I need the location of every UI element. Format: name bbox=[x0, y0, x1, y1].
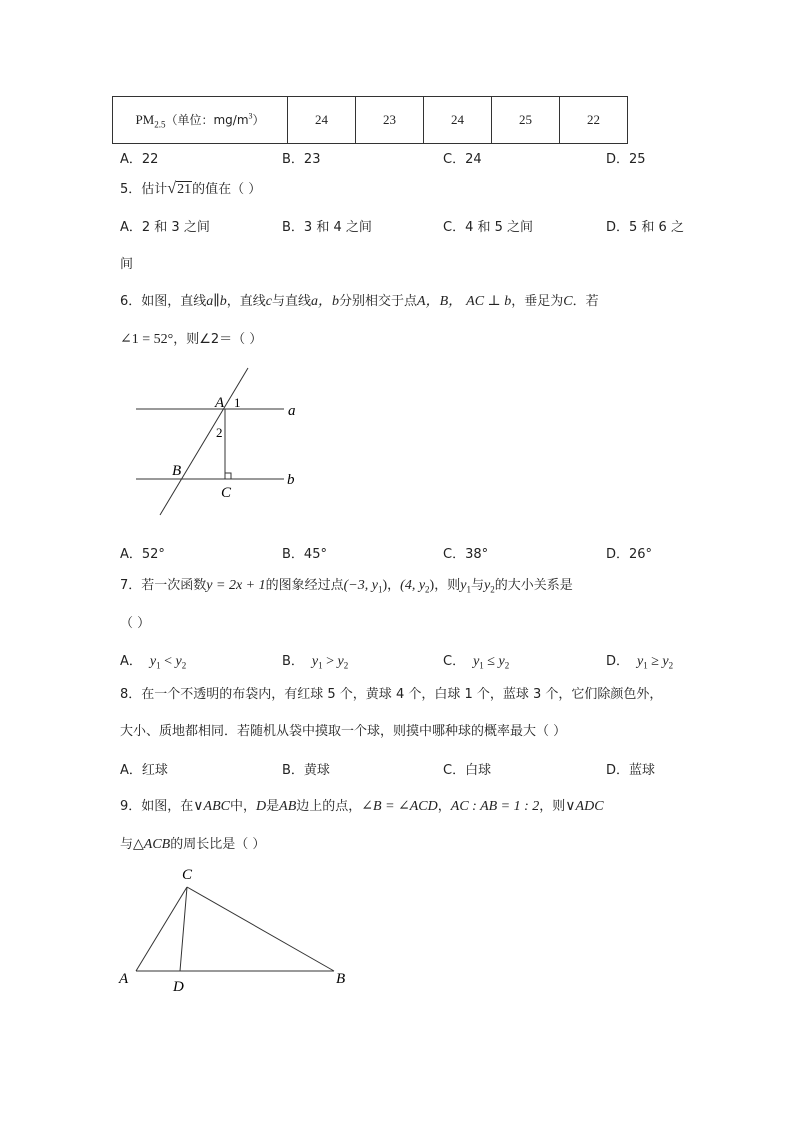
q9-text: 中， bbox=[230, 799, 257, 814]
label-b: b bbox=[287, 472, 295, 488]
q7-sep: ， bbox=[387, 578, 401, 593]
q7-option-a[interactable] bbox=[120, 650, 186, 671]
q8-option-a[interactable]: A．红球 bbox=[120, 763, 168, 778]
q8-option-c[interactable]: C．白球 bbox=[443, 763, 492, 778]
option-sub: 2 bbox=[504, 660, 510, 671]
q7-option-c[interactable] bbox=[443, 650, 509, 671]
q7-y1-sub: 1 bbox=[466, 584, 471, 595]
pm-sup: 3 bbox=[248, 111, 253, 121]
q5-text-before: 估计 bbox=[141, 182, 168, 197]
q7-question bbox=[120, 574, 573, 595]
pm-close: ） bbox=[252, 112, 265, 127]
q6-option-c[interactable]: C．38° bbox=[443, 547, 489, 562]
q5-option-a[interactable]: A．2 和 3 之间 bbox=[120, 220, 210, 235]
q6-points: A，B， bbox=[417, 294, 463, 309]
q7-text: ，则 bbox=[434, 578, 461, 593]
q4-option-c[interactable]: C．24 bbox=[443, 152, 482, 167]
label-B: B bbox=[336, 971, 346, 987]
q9-number: 9． bbox=[120, 799, 142, 814]
label-a: a bbox=[288, 403, 296, 419]
q7-option-d[interactable] bbox=[606, 650, 673, 671]
q7-point2: (4, y bbox=[400, 578, 426, 593]
option-sub: 1 bbox=[643, 660, 648, 671]
table-header-cell bbox=[113, 97, 288, 144]
option-op: > bbox=[322, 654, 338, 669]
sqrt-icon: √ bbox=[167, 180, 177, 197]
option-label: A． bbox=[120, 654, 142, 669]
q6-option-b[interactable]: B．45° bbox=[282, 547, 327, 562]
table-cell: 24 bbox=[288, 97, 356, 144]
q6-option-d[interactable]: D．26° bbox=[606, 547, 653, 562]
q6-parallel: a∥b bbox=[206, 294, 227, 309]
label-A: A bbox=[215, 395, 225, 411]
q9-angle: ∠B = ∠ACD bbox=[361, 799, 438, 814]
q6-text: 与直线 bbox=[272, 294, 312, 309]
q5-text-after: 的值在（ ） bbox=[192, 182, 262, 197]
q7-text: 与 bbox=[470, 578, 484, 593]
q7-text: 若一次函数 bbox=[141, 578, 207, 593]
q7-paren: （ ） bbox=[120, 616, 151, 631]
q5-option-d-wrap: 间 bbox=[120, 257, 134, 272]
q9-text: 的周长比是（ ） bbox=[170, 837, 266, 852]
q6-perp: AC ⊥ b bbox=[466, 294, 512, 309]
q9-text: ，则 bbox=[539, 799, 566, 814]
option-sub: 2 bbox=[181, 660, 187, 671]
label-C: C bbox=[182, 867, 193, 883]
q9-triangle-abc: ∨ABC bbox=[193, 799, 230, 814]
q9-triangle-acb: △ACB bbox=[133, 837, 171, 852]
q7-point1-close: ) bbox=[382, 578, 388, 593]
option-y: y bbox=[175, 654, 182, 669]
label-D: D bbox=[173, 979, 184, 995]
q5-radicand: 21 bbox=[177, 182, 192, 197]
q8-question-line1: 8．在一个不透明的布袋内，有红球 5 个，黄球 4 个，白球 1 个，蓝球 3 个，它们除颜色外， bbox=[120, 687, 663, 702]
q6-text: 如图，直线 bbox=[141, 294, 207, 309]
right-angle-mark bbox=[225, 473, 231, 479]
table-cell: 22 bbox=[560, 97, 628, 144]
option-sub: 2 bbox=[343, 660, 349, 671]
q9-text: 是 bbox=[266, 799, 280, 814]
q7-y2: y bbox=[483, 578, 491, 593]
q9-figure bbox=[110, 862, 360, 997]
q6-var-c: c bbox=[265, 294, 272, 309]
option-y: y bbox=[498, 654, 505, 669]
q7-point1-sub: 1 bbox=[377, 584, 383, 595]
option-label: C． bbox=[443, 654, 466, 669]
q9-question-line2 bbox=[120, 833, 265, 853]
q7-number: 7． bbox=[120, 578, 142, 593]
q9-question-line1 bbox=[120, 795, 604, 815]
option-op: < bbox=[160, 654, 176, 669]
option-y: y bbox=[337, 654, 344, 669]
q9-var-d: D bbox=[256, 799, 267, 814]
option-op: ≥ bbox=[647, 654, 663, 669]
q6-text: ，垂足为 bbox=[511, 294, 564, 309]
q6-var-C: C bbox=[563, 294, 573, 309]
q9-text: 如图，在 bbox=[141, 799, 194, 814]
pm-label: PM bbox=[135, 111, 155, 127]
segment-cd bbox=[180, 887, 187, 971]
q9-text: 与 bbox=[120, 837, 134, 852]
q6-angle: ∠1 = 52° bbox=[120, 332, 174, 347]
q7-y2-sub: 2 bbox=[490, 584, 495, 595]
q7-point1: (−3, y bbox=[343, 578, 378, 593]
q4-option-b[interactable]: B．23 bbox=[282, 152, 321, 167]
q5-number: 5． bbox=[120, 182, 142, 197]
segment-cb bbox=[187, 887, 334, 971]
label-1: 1 bbox=[234, 395, 241, 410]
q4-option-d[interactable]: D．25 bbox=[606, 152, 646, 167]
q8-question-line2: 大小、质地都相同．若随机从袋中摸取一个球，则摸中哪种球的概率最大（ ） bbox=[120, 724, 567, 739]
q4-option-a[interactable]: A．22 bbox=[120, 152, 159, 167]
q9-triangle-adc: ∨ADC bbox=[565, 799, 604, 814]
q9-var-ab: AB bbox=[279, 799, 297, 814]
q9-text: 边上的点， bbox=[296, 799, 362, 814]
label-B: B bbox=[172, 463, 182, 479]
line-c bbox=[160, 368, 248, 515]
q7-y1: y bbox=[460, 578, 467, 593]
q5-question bbox=[120, 178, 261, 198]
label-2: 2 bbox=[216, 425, 223, 440]
q6-option-a[interactable]: A．52° bbox=[120, 547, 165, 562]
table-cell: 23 bbox=[356, 97, 424, 144]
q6-text: 分别相交于点 bbox=[339, 294, 418, 309]
option-y: y bbox=[662, 654, 669, 669]
q8-option-d[interactable]: D．蓝球 bbox=[606, 763, 656, 778]
option-sub: 2 bbox=[668, 660, 674, 671]
option-y: y bbox=[311, 654, 319, 669]
q5-option-b[interactable]: B．3 和 4 之间 bbox=[282, 220, 372, 235]
q6-text: ．若 bbox=[572, 294, 599, 309]
q6-var-ab: a，b bbox=[311, 294, 340, 309]
q6-text: ，直线 bbox=[226, 294, 266, 309]
q6-number: 6． bbox=[120, 294, 142, 309]
q6-question-line2 bbox=[120, 328, 262, 348]
q8-option-b[interactable]: B．黄球 bbox=[282, 763, 330, 778]
q6-figure bbox=[120, 360, 320, 530]
option-op: ≤ bbox=[483, 654, 499, 669]
segment-ac bbox=[136, 887, 187, 971]
table-row bbox=[113, 97, 628, 144]
q7-option-b[interactable] bbox=[282, 650, 348, 671]
q5-option-c[interactable]: C．4 和 5 之间 bbox=[443, 220, 534, 235]
option-sub: 1 bbox=[479, 660, 484, 671]
q7-point2-close: ) bbox=[429, 578, 435, 593]
option-y: y bbox=[637, 654, 644, 669]
pm-sub: 2.5 bbox=[154, 119, 166, 130]
option-label: B． bbox=[282, 654, 304, 669]
pm25-table bbox=[112, 96, 628, 144]
table-cell: 24 bbox=[424, 97, 492, 144]
q7-function: y = 2x + 1 bbox=[206, 578, 266, 593]
table-cell: 25 bbox=[492, 97, 560, 144]
q6-text: ，则∠2＝（ ） bbox=[173, 332, 263, 347]
q5-option-d[interactable]: D．5 和 6 之 bbox=[606, 220, 684, 235]
q6-question-line1 bbox=[120, 290, 599, 310]
label-C: C bbox=[221, 485, 232, 501]
q7-text: 的大小关系是 bbox=[494, 578, 573, 593]
q7-text: 的图象经过点 bbox=[265, 578, 344, 593]
option-sub: 1 bbox=[318, 660, 323, 671]
q9-text: ， bbox=[437, 799, 451, 814]
option-label: D． bbox=[606, 654, 630, 669]
option-y: y bbox=[473, 654, 480, 669]
pm-unit: （单位：mg/m bbox=[165, 112, 249, 127]
option-y: y bbox=[149, 654, 157, 669]
q9-ratio: AC : AB = 1 : 2 bbox=[450, 799, 540, 814]
q7-point2-sub: 2 bbox=[425, 584, 430, 595]
option-sub: 1 bbox=[156, 660, 161, 671]
label-A: A bbox=[119, 971, 129, 987]
